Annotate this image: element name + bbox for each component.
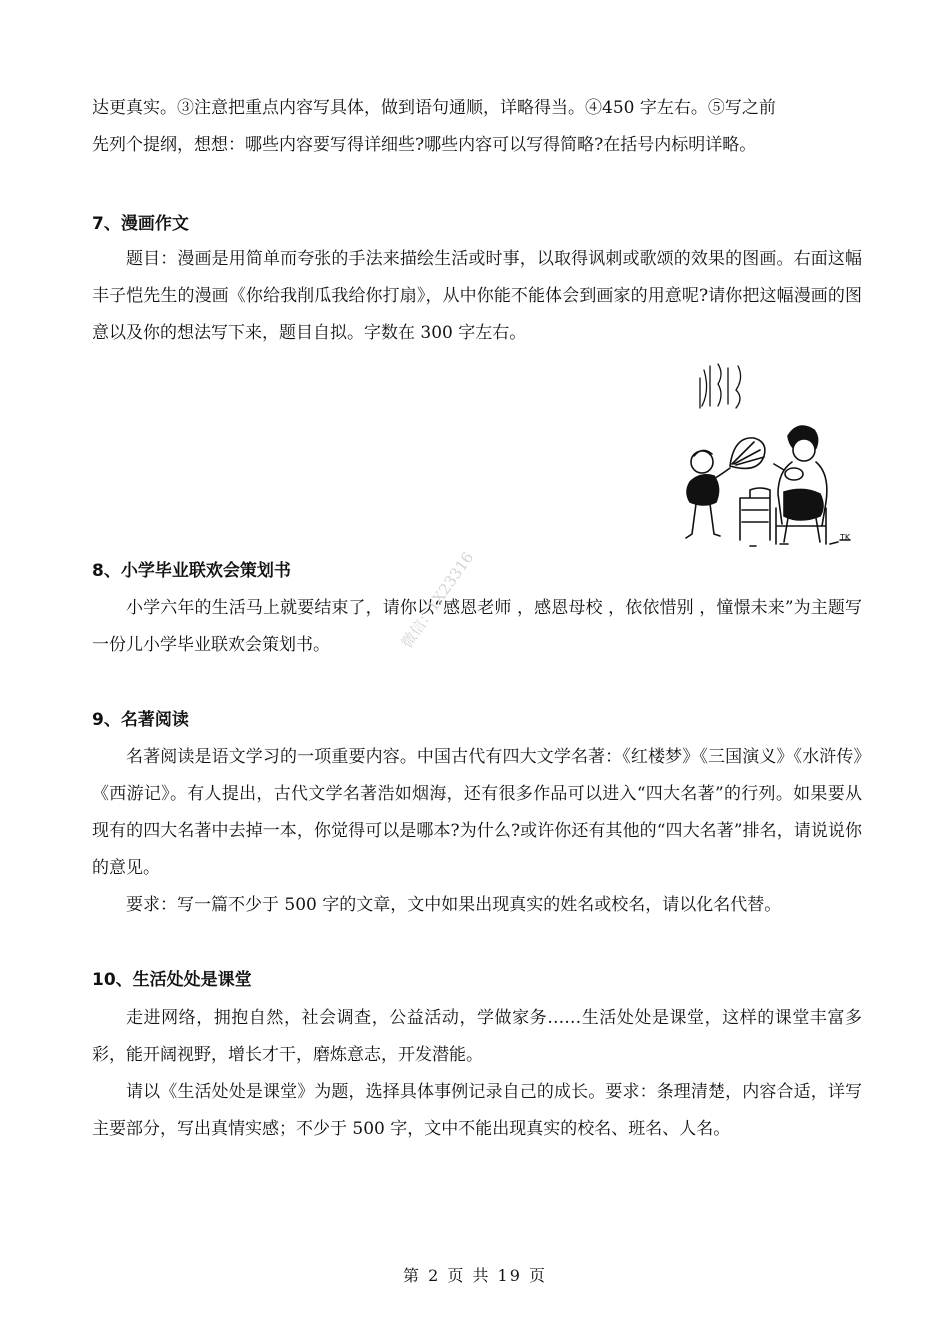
section-7-paragraph: 题目：漫画是用简单而夸张的手法来描绘生活或时事，以取得讽刺或歌颂的效果的图画。右面这幅丰子恺先生的漫画《你给我削瓜我给你打扇》，从中你能不能体会到画家的用意呢?请你把这幅漫画的图意以及你的想法写下来，题目自拟。字数在 300 字左右。	[92, 249, 862, 343]
cartoon-illustration	[680, 358, 860, 548]
watermark: 微信：1X23316	[397, 548, 478, 652]
cartoon-caption: 你给我削瓜我给你打扇	[680, 358, 690, 359]
section-8-paragraph: 小学六年的生活马上就要结束了，请你以“感恩老师 ，感恩母校 ，依依惜别 ，憧憬未来”为主题写一份儿小学毕业联欢会策划书。	[92, 598, 862, 655]
section-8-heading: 8、小学毕业联欢会策划书	[92, 561, 291, 581]
page-number-footer: 第 2 页 共 19 页	[403, 1266, 547, 1285]
section-10-paragraph-2: 请以《生活处处是课堂》为题，选择具体事例记录自己的成长。要求：条理清楚，内容合适，详写主要部分，写出真情实感；不少于 500 字，文中不能出现真实的校名、班名、人名。	[92, 1082, 862, 1139]
section-9-paragraph-2: 要求：写一篇不少于 500 字的文章，文中如果出现真实的姓名或校名，请以化名代替。	[126, 895, 782, 915]
intro-line-1: 达更真实。③注意把重点内容写具体，做到语句通顺，详略得当。④450 字左右。⑤写之前	[92, 98, 776, 118]
svg-text:TK: TK	[840, 533, 851, 542]
section-7-heading: 7、漫画作文	[92, 214, 189, 234]
section-9-heading: 9、名著阅读	[92, 710, 189, 730]
section-10-paragraph-1: 走进网络，拥抱自然，社会调查，公益活动，学做家务……生活处处是课堂，这样的课堂丰富多彩，能开阔视野，增长才干，磨炼意志，开发潜能。	[92, 1008, 862, 1065]
section-10-heading: 10、生活处处是课堂	[92, 970, 252, 990]
intro-line-2: 先列个提纲，想想：哪些内容要写得详细些?哪些内容可以写得简略?在括号内标明详略。	[92, 135, 757, 155]
section-9-paragraph-1: 名著阅读是语文学习的一项重要内容。中国古代有四大文学名著：《红楼梦》《三国演义》《水浒传》《西游记》。有人提出，古代文学名著浩如烟海，还有很多作品可以进入“四大名著”的行列。如果要从现有的四大名著中去掉一本，你觉得可以是哪本?为什么?或许你还有其他的“四大名著”排名，请说说你的意见。	[92, 747, 862, 878]
